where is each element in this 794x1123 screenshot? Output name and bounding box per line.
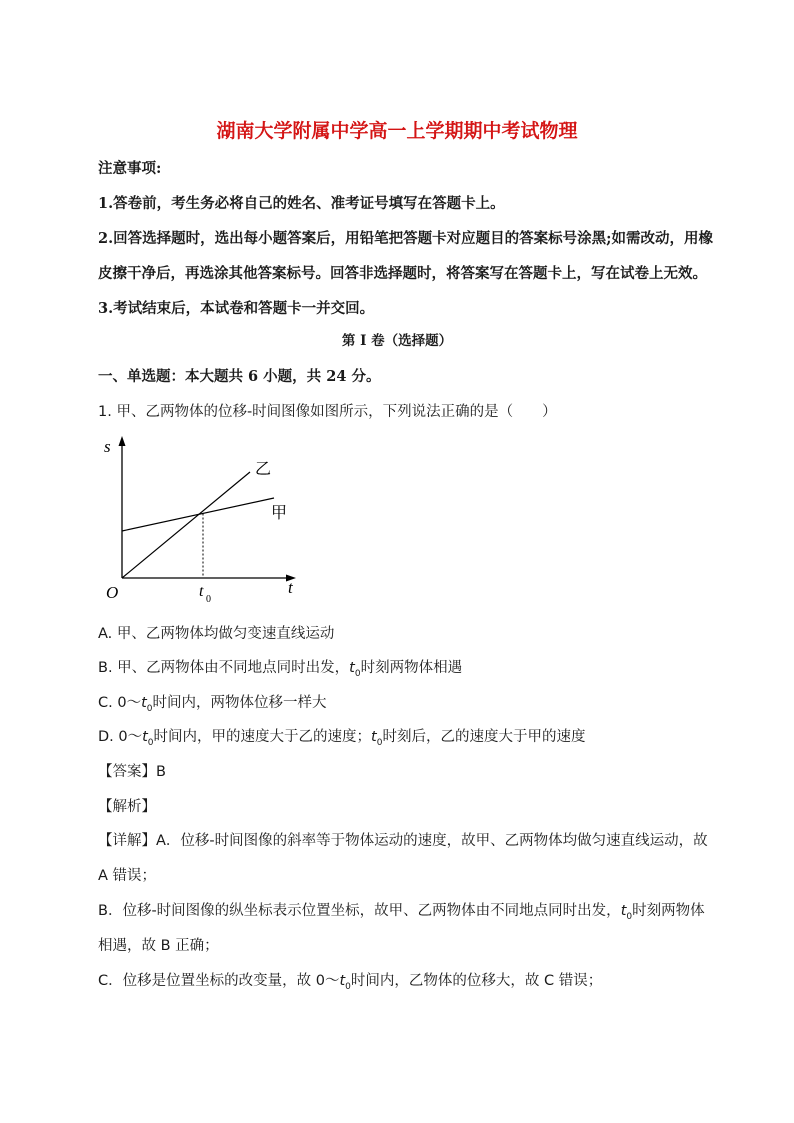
analysis-line-1: 【详解】A．位移-时间图像的斜率等于物体运动的速度，故甲、乙两物体均做匀速直线运动，故 (98, 833, 708, 849)
y-axis-arrow (119, 436, 126, 446)
origin-label: O (106, 583, 119, 602)
line-jia (122, 498, 274, 531)
notice-3: 3.考试结束后，本试卷和答题卡一并交回。 (98, 300, 375, 317)
option-c: C. $0\sim t_0$时间内，两物体位移一样大 (98, 695, 327, 714)
analysis-line-4: 相遇，故 B 正确； (98, 938, 219, 954)
option-a: A. 甲、乙两物体均做匀变速直线运动 (98, 626, 335, 642)
displacement-time-graph (98, 430, 308, 610)
option-d: D. $0\sim t_0$时间内，甲的速度大于乙的速度；$t_0$时刻后，乙的速度大于甲的速度 (98, 729, 586, 748)
option-b: B. 甲、乙两物体由不同地点同时出发，$t_0$时刻两物体相遇 (98, 660, 463, 679)
notice-heading: 注意事项: (98, 160, 162, 177)
analysis-line-3: B．位移-时间图像的纵坐标表示位置坐标，故甲、乙两物体由不同地点同时出发，$t_0$时刻两物体 (98, 903, 705, 922)
analysis-line-2: A 错误； (98, 868, 157, 884)
y-axis-label: s (104, 437, 111, 456)
x-axis-label: t (288, 578, 293, 597)
analysis-heading: 【解析】 (98, 799, 156, 815)
line-yi (122, 472, 250, 578)
line-yi-label: 乙 (255, 461, 272, 478)
page-title: 湖南大学附属中学高一上学期期中考试物理 (216, 120, 578, 142)
line-jia-label: 甲 (271, 505, 288, 522)
notice-2-cont: 皮擦干净后，再选涂其他答案标号。回答非选择题时，将答案写在答题卡上，写在试卷上无效。 (98, 265, 707, 282)
volume-title: 第 I 卷（选择题） (341, 333, 453, 349)
section-heading: 一、单选题：本大题共 6 小题，共 24 分。 (98, 368, 381, 385)
notice-2: 2.回答选择题时，选出每小题答案后，用铅笔把答题卡对应题目的答案标号涂黑;如需改动，用橡 (98, 230, 713, 247)
t0-label: t (199, 583, 204, 600)
analysis-line-5: C．位移是位置坐标的改变量，故 $0\sim t_0$时间内，乙物体的位移大，故 C 错误； (98, 973, 603, 992)
t0-sub-label: 0 (206, 594, 211, 605)
answer: 【答案】B (98, 764, 166, 780)
question-1-stem: 1. 甲、乙两物体的位移-时间图像如图所示，下列说法正确的是（ ） (98, 404, 557, 420)
notice-1: 1.答卷前，考生务必将自己的姓名、准考证号填写在答题卡上。 (98, 195, 505, 212)
